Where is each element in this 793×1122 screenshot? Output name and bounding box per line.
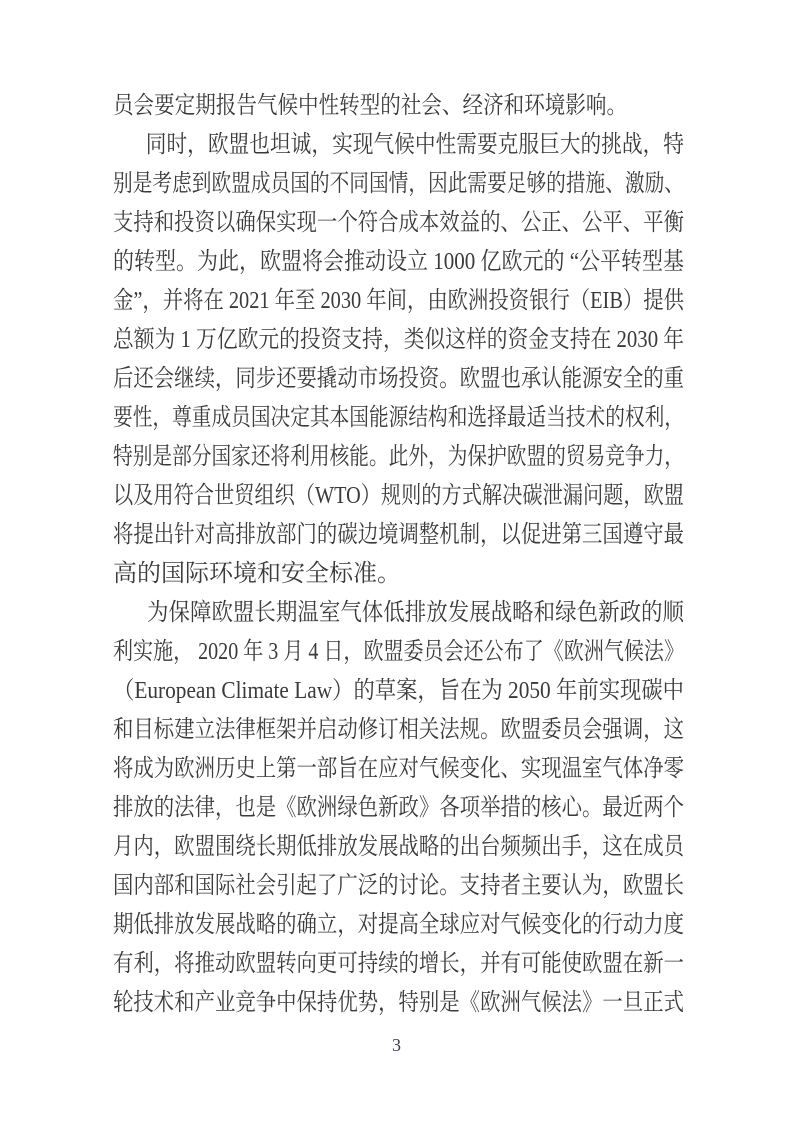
text-line xyxy=(113,750,684,789)
text-line-content: 要性，尊重成员国决定其本国能源结构和选择最适当技术的权利， xyxy=(113,405,684,431)
text-line-content: 员会要定期报告气候中性转型的社会、经济和环境影响。 xyxy=(113,93,628,119)
text-line xyxy=(113,399,684,438)
text-line-content: 别是考虑到欧盟成员国的不同国情，因此需要足够的措施、激励、 xyxy=(113,171,684,197)
text-line xyxy=(113,438,684,477)
text-line xyxy=(113,126,684,165)
text-line-content: 月内，欧盟围绕长期低排放发展战略的出台频频出手，这在成员 xyxy=(113,834,684,860)
text-line-content: 轮技术和产业竞争中保持优势，特别是《欧洲气候法》一旦正式 xyxy=(113,990,684,1016)
text-line xyxy=(113,555,684,594)
text-line xyxy=(113,828,684,867)
text-line-content: 排放的法律，也是《欧洲绿色新政》各项举措的核心。最近两个 xyxy=(113,795,684,821)
text-line-content: 后还会继续，同步还要撬动市场投资。欧盟也承认能源安全的重 xyxy=(113,366,684,392)
text-line xyxy=(113,165,684,204)
text-line-content: 支持和投资以确保实现一个符合成本效益的、公正、公平、平衡 xyxy=(113,210,684,236)
text-line xyxy=(113,360,684,399)
text-line xyxy=(113,984,684,1023)
text-line-content: 特别是部分国家还将利用核能。此外，为保护欧盟的贸易竞争力， xyxy=(113,444,684,470)
text-line-content: 金”，并将在 2021 年至 2030 年间，由欧洲投资银行（EIB）提供 xyxy=(113,288,684,314)
text-line-content: 同时，欧盟也坦诚，实现气候中性需要克服巨大的挑战，特 xyxy=(145,132,684,158)
text-line-content: 高的国际环境和安全标准。 xyxy=(113,561,401,587)
text-line-content: 国内部和国际社会引起了广泛的讨论。支持者主要认为，欧盟长 xyxy=(113,873,684,899)
text-line xyxy=(113,516,684,555)
text-line-content: 为保障欧盟长期温室气体低排放发展战略和绿色新政的顺 xyxy=(147,600,685,626)
text-line-content: 将成为欧洲历史上第一部旨在应对气候变化、实现温室气体净零 xyxy=(113,756,684,782)
text-line-content: 和目标建立法律框架并启动修订相关法规。欧盟委员会强调，这 xyxy=(113,717,684,743)
text-line xyxy=(113,672,684,711)
text-line xyxy=(113,321,684,360)
text-line xyxy=(113,633,684,672)
text-line-content: 总额为 1 万亿欧元的投资支持，类似这样的资金支持在 2030 年 xyxy=(113,327,685,353)
text-line-content: 期低排放发展战略的确立，对提高全球应对气候变化的行动力度 xyxy=(113,912,684,938)
text-line-content: 有利，将推动欧盟转向更可持续的增长，并有可能使欧盟在新一 xyxy=(113,951,684,977)
page-number: 3 xyxy=(392,1035,401,1055)
text-line xyxy=(113,789,684,828)
text-line-content: 以及用符合世贸组织（WTO）规则的方式解决碳泄漏问题，欧盟 xyxy=(113,483,684,509)
text-line xyxy=(113,906,684,945)
text-line-content: 利实施， 2020 年 3 月 4 日，欧盟委员会还公布了《欧洲气候法》 xyxy=(113,639,685,665)
document-body xyxy=(113,87,684,1023)
text-line-content: 的转型。为此，欧盟将会推动设立 1000 亿欧元的 “公平转型基 xyxy=(113,249,685,275)
text-line xyxy=(113,711,684,750)
text-line-content: （European Climate Law）的草案，旨在为 2050 年前实现碳中 xyxy=(113,678,685,704)
text-line xyxy=(113,87,684,126)
text-line-content: 将提出针对高排放部门的碳边境调整机制，以促进第三国遵守最 xyxy=(113,522,684,548)
text-line xyxy=(113,204,684,243)
text-line xyxy=(113,282,684,321)
text-line xyxy=(113,477,684,516)
text-line xyxy=(113,243,684,282)
text-line xyxy=(113,594,684,633)
text-line xyxy=(113,867,684,906)
text-line xyxy=(113,945,684,984)
